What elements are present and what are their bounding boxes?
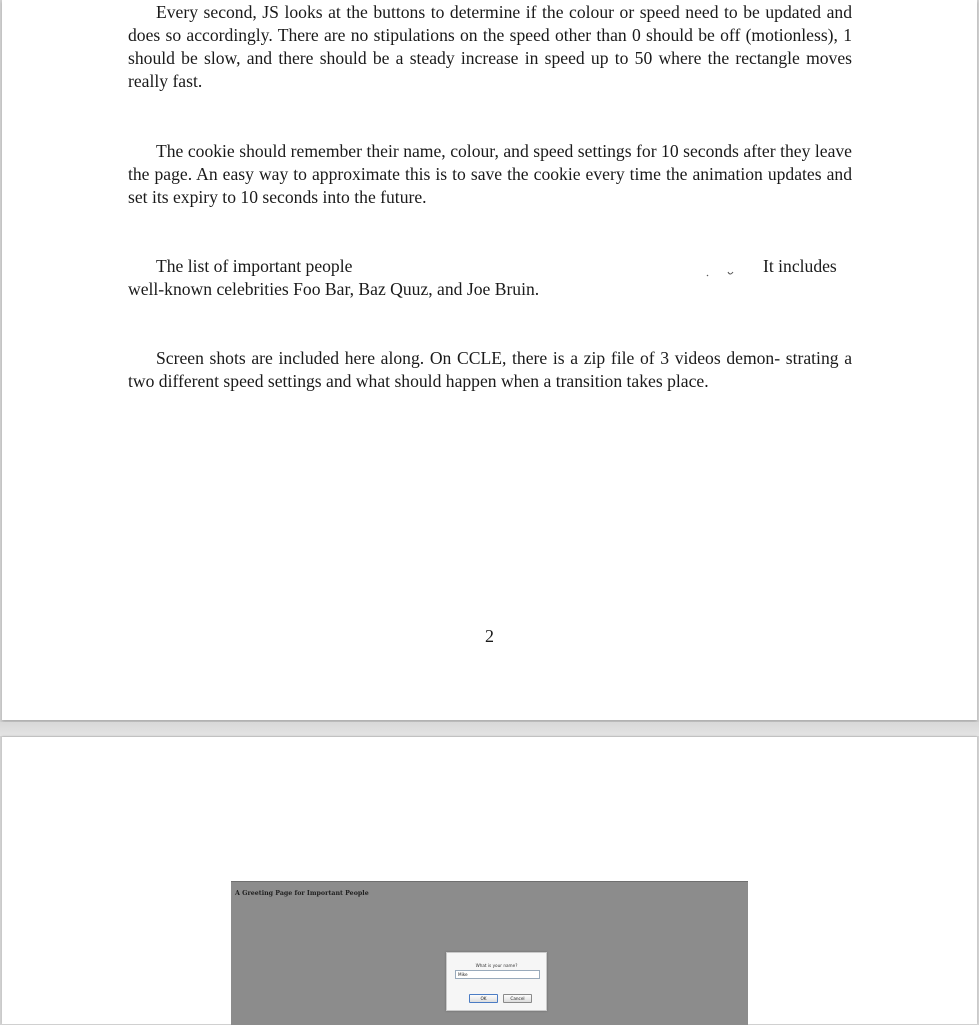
embedded-screenshot <box>231 881 748 1025</box>
paragraph-animation-update: Every second, JS looks at the buttons to determine if the colour or speed need to be updated and does so accordingly. There are no stipulations on the speed other than 0 should be off (motionless), 1 should be slow, and there should be a steady increase in speed up to 50 where the rectangle moves really fast. <box>128 2 852 91</box>
document-page-3 <box>2 737 977 1024</box>
paragraph-screenshots: Screen shots are included here along. On CCLE, there is a zip file of 3 videos demon- strating a two different speed settings and what should happen when a transition takes place. <box>128 348 853 391</box>
dialog-prompt-text: What is your name? <box>475 963 518 968</box>
paragraph-cookie: The cookie should remember their name, colour, and speed settings for 10 seconds after they leave the page. An easy way to approximate this is to save the cookie every time the animation updates and set its expiry to 10 seconds into the future. <box>128 141 852 207</box>
screenshot-page-title: A Greeting Page for Important People <box>235 890 369 897</box>
document-page-2: Every second, JS looks at the buttons to determine if the colour or speed need to be updated and does so accordingly. There are no stipulations on the speed other than 0 should be off (motionless), 1 should be slow, and there should be a steady increase in speed up to 50 where the rectangle moves really fast. The cookie should remember their name, colour, and speed settings for 10 seconds after they leave the page. An easy way to approximate this is to save the cookie every time the animation updates and set its expiry to 10 seconds into the future. The list of important people It includes well-known celebrities Foo Bar, Baz Quuz, and Joe Bruin. Screen shots are included here along. On CCLE, there is a zip file of 3 videos demon- strating a two different speed settings and what should happen when a transition takes place. 2 <box>2 0 977 720</box>
name-input[interactable]: Mike <box>455 970 540 979</box>
cancel-button[interactable]: Cancel <box>503 994 532 1003</box>
ok-button[interactable]: OK <box>469 994 498 1003</box>
name-prompt-dialog <box>446 952 547 1011</box>
page-gap <box>0 722 979 736</box>
page-number: 2 <box>485 626 494 646</box>
scan-artifact-mark <box>705 270 741 278</box>
